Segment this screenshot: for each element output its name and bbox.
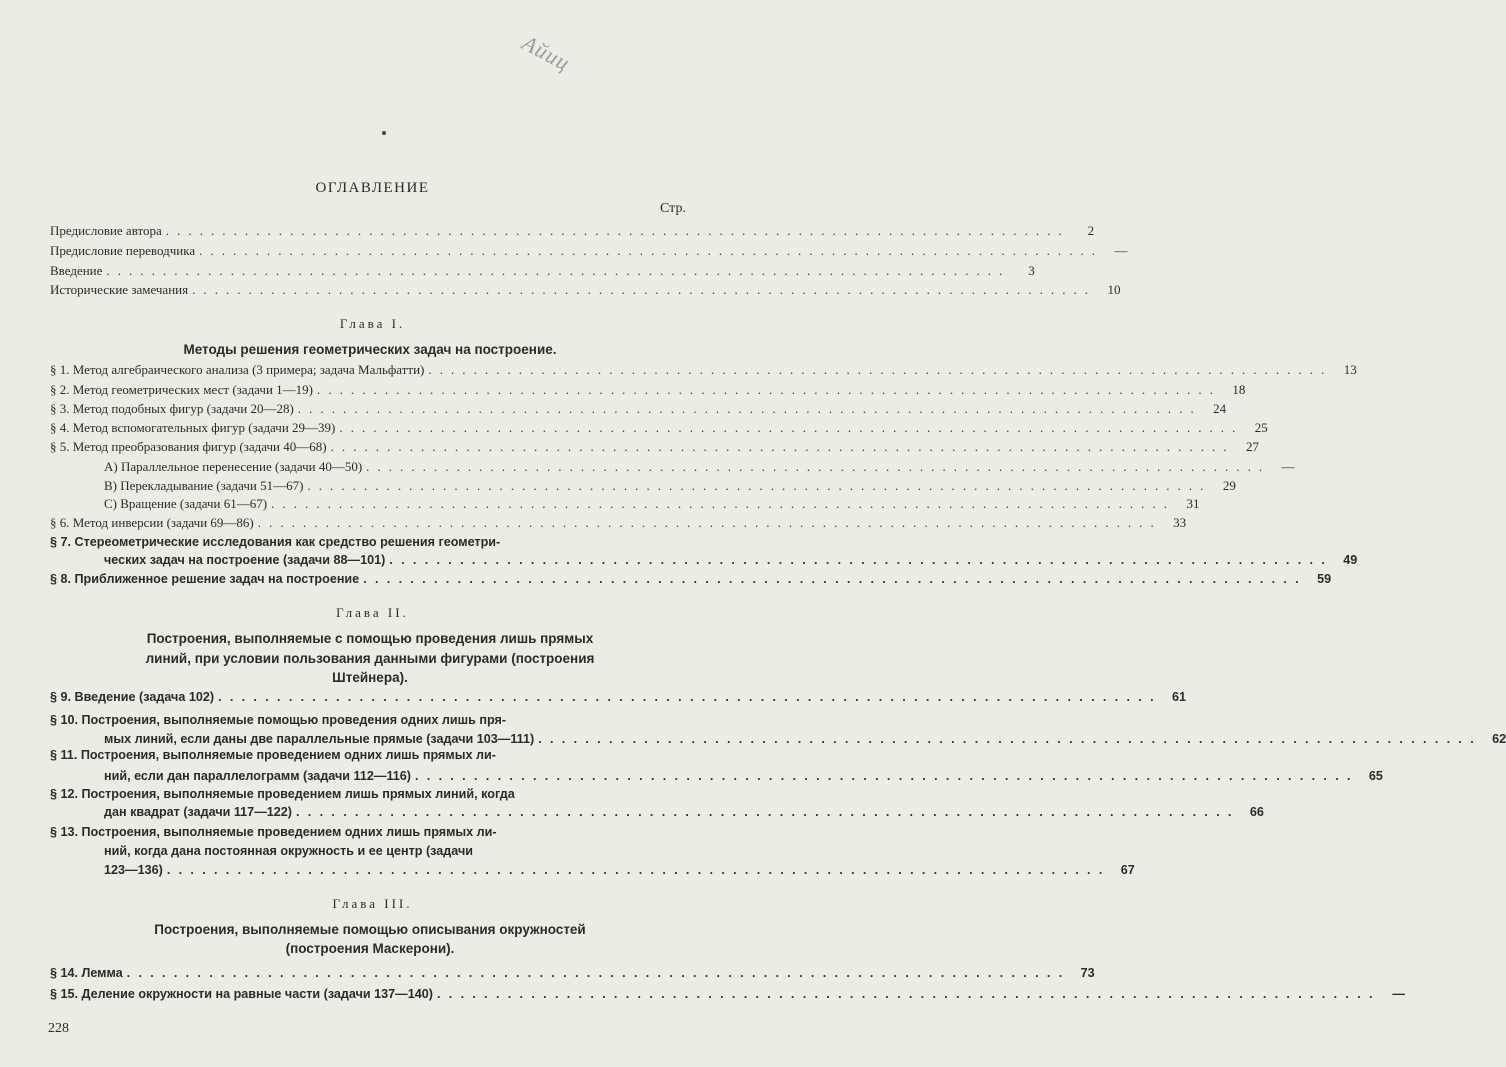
toc-subentry[interactable] [104,457,1295,477]
toc-entry-continued[interactable] [104,550,1358,570]
chapter-title-line: Построения, выполняемые с помощью проведения лишь прямых [146,631,594,646]
toc-entry-text: § 3. Метод подобных фигур (задачи 20—28) [50,401,294,416]
toc-entry-text: § 2. Метод геометрических мест (задачи 1—19) [50,382,314,397]
toc-entry-page: — [1114,243,1128,258]
toc-entry-page: — [1281,459,1295,474]
toc-entry-page: 61 [1171,690,1186,704]
dot-leader: . . . . . . . . . . . . . . . . . . . . . . . . . . . . . . . . . . . . . . . . . . . . . . . . . . . . . . . . . . . . . . . . . . . . . . . . . . . . . . . . [165,223,1065,238]
toc-entry-text: § 10. Построения, выполняемые помощью проведения одних лишь пря- [50,713,507,727]
toc-entry-continued: ний, когда дана постоянная окружность и ее центр (задачи [104,844,474,858]
toc-entry-page: 13 [1343,362,1357,377]
toc-entry-text: Исторические замечания [50,282,189,297]
chapter-title-line: (построения Маскерони). [285,941,455,956]
toc-entry[interactable] [50,687,1186,707]
dot-leader: . . . . . . . . . . . . . . . . . . . . . . . . . . . . . . . . . . . . . . . . . . . . . . . . . . . . . . . . . . . . . . . . . . . . . . . . . . . . . . . . [126,966,1065,980]
toc-entry-page: 59 [1317,572,1332,586]
toc-entry-page: 65 [1368,769,1383,783]
page-number: 228 [48,1021,69,1036]
toc-entry[interactable] [50,241,1128,261]
dot-leader: . . . . . . . . . . . . . . . . . . . . . . . . . . . . . . . . . . . . . . . . . . . . . . . . . . . . . . . . . . . . . . . . . . . . . . . . . . . . . . . . [296,805,1234,819]
toc-entry[interactable] [50,569,1332,589]
chapter-heading: Глава II. [336,605,409,620]
dot-leader: . . . . . . . . . . . . . . . . . . . . . . . . . . . . . . . . . . . . . . . . . . . . . . . . . . . . . . . . . . . . . . . . . . . . . . . . . . . . . . . . [199,243,1098,258]
toc-entry[interactable] [50,437,1259,457]
toc-entry[interactable] [50,984,1405,1004]
toc-entry-page: 25 [1254,420,1268,435]
toc-entry-text: 123—136) [104,863,163,877]
toc-entry-page: 27 [1245,439,1259,454]
toc-entry-page: 33 [1173,515,1187,530]
toc-entry-text: § 8. Приближенное решение задач на построение [50,572,360,586]
toc-subentry[interactable] [104,494,1200,514]
toc-entry[interactable] [50,822,695,842]
toc-entry-text: § 6. Метод инверсии (задачи 69—86) [50,515,254,530]
dot-leader: . . . . . . . . . . . . . . . . . . . . . . . . . . . . . . . . . . . . . . . . . . . . . . . . . . . . . . . . . . . . . . . . . . . . . . . . . . . . . . . . [271,496,1170,511]
dot-leader: . . . . . . . . . . . . . . . . . . . . . . . . . . . . . . . . . . . . . . . . . . . . . . . . . . . . . . . . . . . . . . . . . . . . . . . . . . . . . . . . [106,263,1005,278]
toc-subentry[interactable] [104,476,1236,496]
toc-entry-continued[interactable] [104,766,1383,786]
chapter-title: Методы решения геометрических задач на построение. [183,342,557,357]
dot-leader: . . . . . . . . . . . . . . . . . . . . . . . . . . . . . . . . . . . . . . . . . . . . . . . . . . . . . . . . . . . . . . . . . . . . . . . . . . . . . . . . [339,420,1238,435]
toc-entry-page: 66 [1249,805,1264,819]
toc-entry-text: § 12. Построения, выполняемые проведением лишь прямых линий, когда [50,787,515,801]
ink-dot [382,131,386,135]
dot-leader: . . . . . . . . . . . . . . . . . . . . . . . . . . . . . . . . . . . . . . . . . . . . . . . . . . . . . . . . . . . . . . . . . . . . . . . . . . . . . . . . [436,987,1375,1001]
toc-entry[interactable] [50,261,1035,281]
toc-entry-continued[interactable] [104,802,1264,822]
toc-entry-text: § 7. Стереометрические исследования как средство решения геометри- [50,535,501,549]
toc-entry-text: С) Вращение (задачи 61—67) [104,496,268,511]
toc-entry-text: В) Перекладывание (задачи 51—67) [104,478,304,493]
dot-leader: . . . . . . . . . . . . . . . . . . . . . . . . . . . . . . . . . . . . . . . . . . . . . . . . . . . . . . . . . . . . . . . . . . . . . . . . . . . . . . . . [257,515,1157,530]
toc-entry-text: § 1. Метод алгебраического анализа (3 примера; задача Мальфатти) [50,362,425,377]
toc-entry[interactable] [50,380,1246,400]
toc-entry-text: ний, если дан параллелограмм (задачи 112—116) [104,769,411,783]
toc-entry-text: § 14. Лемма [50,966,123,980]
page-column-label: Стр. [660,201,686,216]
dot-leader: . . . . . . . . . . . . . . . . . . . . . . . . . . . . . . . . . . . . . . . . . . . . . . . . . . . . . . . . . . . . . . . . . . . . . . . . . . . . . . . . [317,382,1216,397]
dot-leader: . . . . . . . . . . . . . . . . . . . . . . . . . . . . . . . . . . . . . . . . . . . . . . . . . . . . . . . . . . . . . . . . . . . . . . . . . . . . . . . . [218,690,1156,704]
toc-entry[interactable] [50,418,1268,438]
dot-leader: . . . . . . . . . . . . . . . . . . . . . . . . . . . . . . . . . . . . . . . . . . . . . . . . . . . . . . . . . . . . . . . . . . . . . . . . . . . . . . . . [166,863,1105,877]
toc-entry-page: 3 [1028,263,1035,278]
toc-entry-text: § 9. Введение (задача 102) [50,690,215,704]
toc-entry-page: 62 [1492,732,1506,746]
toc-entry-text: § 15. Деление окружности на равные части (задачи 137—140) [50,987,433,1001]
toc-entry[interactable] [50,513,1187,533]
chapter-heading: Глава I. [339,316,406,331]
toc-entry[interactable] [50,280,1121,300]
dot-leader: . . . . . . . . . . . . . . . . . . . . . . . . . . . . . . . . . . . . . . . . . . . . . . . . . . . . . . . . . . . . . . . . . . . . . . . . . . . . . . . . [330,439,1229,454]
dot-leader: . . . . . . . . . . . . . . . . . . . . . . . . . . . . . . . . . . . . . . . . . . . . . . . . . . . . . . . . . . . . . . . . . . . . . . . . . . . . . . . . [389,553,1328,567]
toc-entry[interactable] [50,963,1095,983]
handwritten-signature: Айиц [518,30,575,76]
toc-entry-text: Предисловие переводчика [50,243,196,258]
toc-entry-text: Предисловие автора [50,223,162,238]
toc-entry-page: 67 [1120,863,1135,877]
toc-entry-page: 10 [1107,282,1121,297]
dot-leader: . . . . . . . . . . . . . . . . . . . . . . . . . . . . . . . . . . . . . . . . . . . . . . . . . . . . . . . . . . . . . . . . . . . . . . . . . . . . . . . . [297,401,1197,416]
dot-leader: . . . . . . . . . . . . . . . . . . . . . . . . . . . . . . . . . . . . . . . . . . . . . . . . . . . . . . . . . . . . . . . . . . . . . . . . . . . . . . . . [363,572,1302,586]
toc-entry-page: 2 [1087,223,1095,238]
dot-leader: . . . . . . . . . . . . . . . . . . . . . . . . . . . . . . . . . . . . . . . . . . . . . . . . . . . . . . . . . . . . . . . . . . . . . . . . . . . . . . . . [192,282,1091,297]
toc-entry-text: § 4. Метод вспомогательных фигур (задачи 29—39) [50,420,336,435]
toc-entry[interactable] [50,399,1227,419]
chapter-title-line: Штейнера). [332,670,408,685]
chapter-title-line: линий, при условии пользования данными фигурами (построения [145,651,595,666]
toc-entry[interactable] [50,710,695,730]
toc-entry-page: 31 [1186,496,1200,511]
toc-entry[interactable] [50,360,1357,380]
toc-entry-page: 18 [1232,382,1246,397]
toc-entry-text: мых линий, если даны две параллельные прямые (задачи 103—111) [104,732,535,746]
dot-leader: . . . . . . . . . . . . . . . . . . . . . . . . . . . . . . . . . . . . . . . . . . . . . . . . . . . . . . . . . . . . . . . . . . . . . . . . . . . . . . . . [366,459,1265,474]
toc-entry-page: 29 [1222,478,1236,493]
toc-entry-text: Введение [50,263,103,278]
toc-entry-page: — [1392,987,1405,1001]
toc-entry-continued[interactable] [104,860,1135,880]
dot-leader: . . . . . . . . . . . . . . . . . . . . . . . . . . . . . . . . . . . . . . . . . . . . . . . . . . . . . . . . . . . . . . . . . . . . . . . . . . . . . . . . [428,362,1327,377]
dot-leader: . . . . . . . . . . . . . . . . . . . . . . . . . . . . . . . . . . . . . . . . . . . . . . . . . . . . . . . . . . . . . . . . . . . . . . . . . . . . . . . . [414,769,1353,783]
toc-entry-page: 73 [1080,966,1095,980]
toc-entry[interactable] [50,745,695,765]
chapter-title-line: Построения, выполняемые помощью описывания окружностей [154,922,586,937]
toc-entry[interactable] [50,532,695,552]
chapter-heading: Глава III. [332,896,413,911]
toc-entry-text: § 11. Построения, выполняемые проведением одних лишь прямых ли- [50,748,496,762]
page-title: ОГЛАВЛЕНИЕ [315,180,430,196]
toc-entry-text: дан квадрат (задачи 117—122) [104,805,292,819]
dot-leader: . . . . . . . . . . . . . . . . . . . . . . . . . . . . . . . . . . . . . . . . . . . . . . . . . . . . . . . . . . . . . . . . . . . . . . . . . . . . . . . . [538,732,1477,746]
toc-entry-page: 49 [1343,553,1358,567]
toc-entry-text: § 5. Метод преобразования фигур (задачи 40—68) [50,439,327,454]
dot-leader: . . . . . . . . . . . . . . . . . . . . . . . . . . . . . . . . . . . . . . . . . . . . . . . . . . . . . . . . . . . . . . . . . . . . . . . . . . . . . . . . [307,478,1206,493]
toc-entry-text: § 13. Построения, выполняемые проведением одних лишь прямых ли- [50,825,497,839]
toc-entry-text: ческих задач на построение (задачи 88—101) [104,553,386,567]
toc-entry-text: А) Параллельное перенесение (задачи 40—50) [104,459,363,474]
toc-entry-page: 24 [1213,401,1227,416]
toc-entry[interactable] [50,784,695,804]
toc-entry[interactable] [50,221,1095,241]
